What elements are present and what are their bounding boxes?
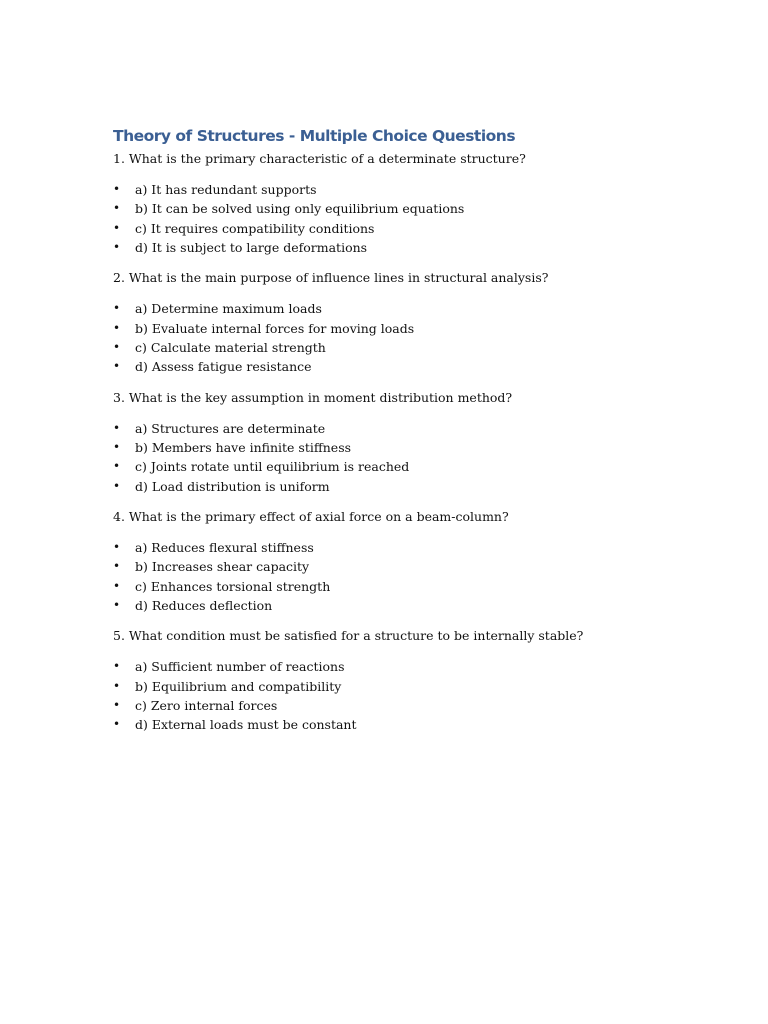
option-text: c) Zero internal forces [135,697,278,713]
option-3b [113,438,693,457]
bullet-icon: • [113,678,121,693]
option-text: c) Calculate material strength [135,339,326,355]
option-2b [113,319,693,338]
option-text: b) Equilibrium and compatibility [135,678,342,694]
option-text: d) It is subject to large deformations [135,239,368,255]
bullet-icon: • [113,339,121,354]
option-1a [113,180,693,199]
option-4b [113,557,693,576]
document-body [113,124,693,735]
option-text: d) Assess fatigue resistance [135,359,312,375]
bullet-icon: • [113,597,121,612]
options-list-4 [113,538,693,615]
option-text: c) Enhances torsional strength [135,578,331,594]
bullet-icon: • [113,459,121,474]
question-4: 4. What is the primary effect of axial force on a beam-column? [113,508,509,524]
bullet-icon: • [113,559,121,574]
bullet-icon: • [113,439,121,454]
document-title: Theory of Structures - Multiple Choice Questions [113,127,516,145]
option-4c [113,577,693,596]
option-1c [113,219,693,238]
option-3c [113,457,693,476]
option-text: b) Evaluate internal forces for moving loads [135,320,415,336]
option-text: d) External loads must be constant [135,717,357,733]
option-text: d) Load distribution is uniform [135,478,330,494]
option-text: a) Determine maximum loads [135,301,322,317]
option-2a [113,299,693,318]
bullet-icon: • [113,717,121,732]
option-5a [113,657,693,676]
option-text: b) Increases shear capacity [135,559,310,575]
bullet-icon: • [113,182,121,196]
option-4a [113,538,693,557]
option-1b [113,199,693,218]
question-2: 2. What is the main purpose of influence lines in structural analysis? [113,270,549,286]
bullet-icon: • [113,478,121,493]
option-2c [113,338,693,357]
option-text: d) Reduces deflection [135,597,273,613]
options-list-1 [113,180,693,257]
bullet-icon: • [113,320,121,335]
bullet-icon: • [113,239,121,254]
option-text: c) It requires compatibility conditions [135,220,375,236]
option-1d [113,238,693,257]
option-text: b) It can be solved using only equilibrium equations [135,201,465,217]
option-text: c) Joints rotate until equilibrium is reached [135,459,410,475]
option-5d [113,715,693,734]
bullet-icon: • [113,301,121,316]
options-list-3 [113,419,693,496]
bullet-icon: • [113,220,121,235]
option-text: a) It has redundant supports [135,182,317,197]
bullet-icon: • [113,201,121,216]
options-list-2 [113,299,693,376]
option-5b [113,677,693,696]
option-text: a) Structures are determinate [135,420,326,436]
option-text: a) Sufficient number of reactions [135,659,345,675]
option-3d [113,477,693,496]
option-5c [113,696,693,715]
bullet-icon: • [113,539,121,554]
bullet-icon: • [113,659,121,674]
question-3: 3. What is the key assumption in moment distribution method? [113,389,513,405]
option-2d [113,357,693,376]
bullet-icon: • [113,697,121,712]
options-list-5 [113,657,693,734]
option-text: b) Members have infinite stiffness [135,439,352,455]
bullet-icon: • [113,578,121,593]
bullet-icon: • [113,420,121,435]
option-3a [113,419,693,438]
option-text: a) Reduces flexural stiffness [135,539,314,555]
option-4d [113,596,693,615]
bullet-icon: • [113,359,121,374]
question-1: 1. What is the primary characteristic of a determinate structure? [113,151,526,166]
question-5: 5. What condition must be satisfied for a structure to be internally stable? [113,628,584,644]
